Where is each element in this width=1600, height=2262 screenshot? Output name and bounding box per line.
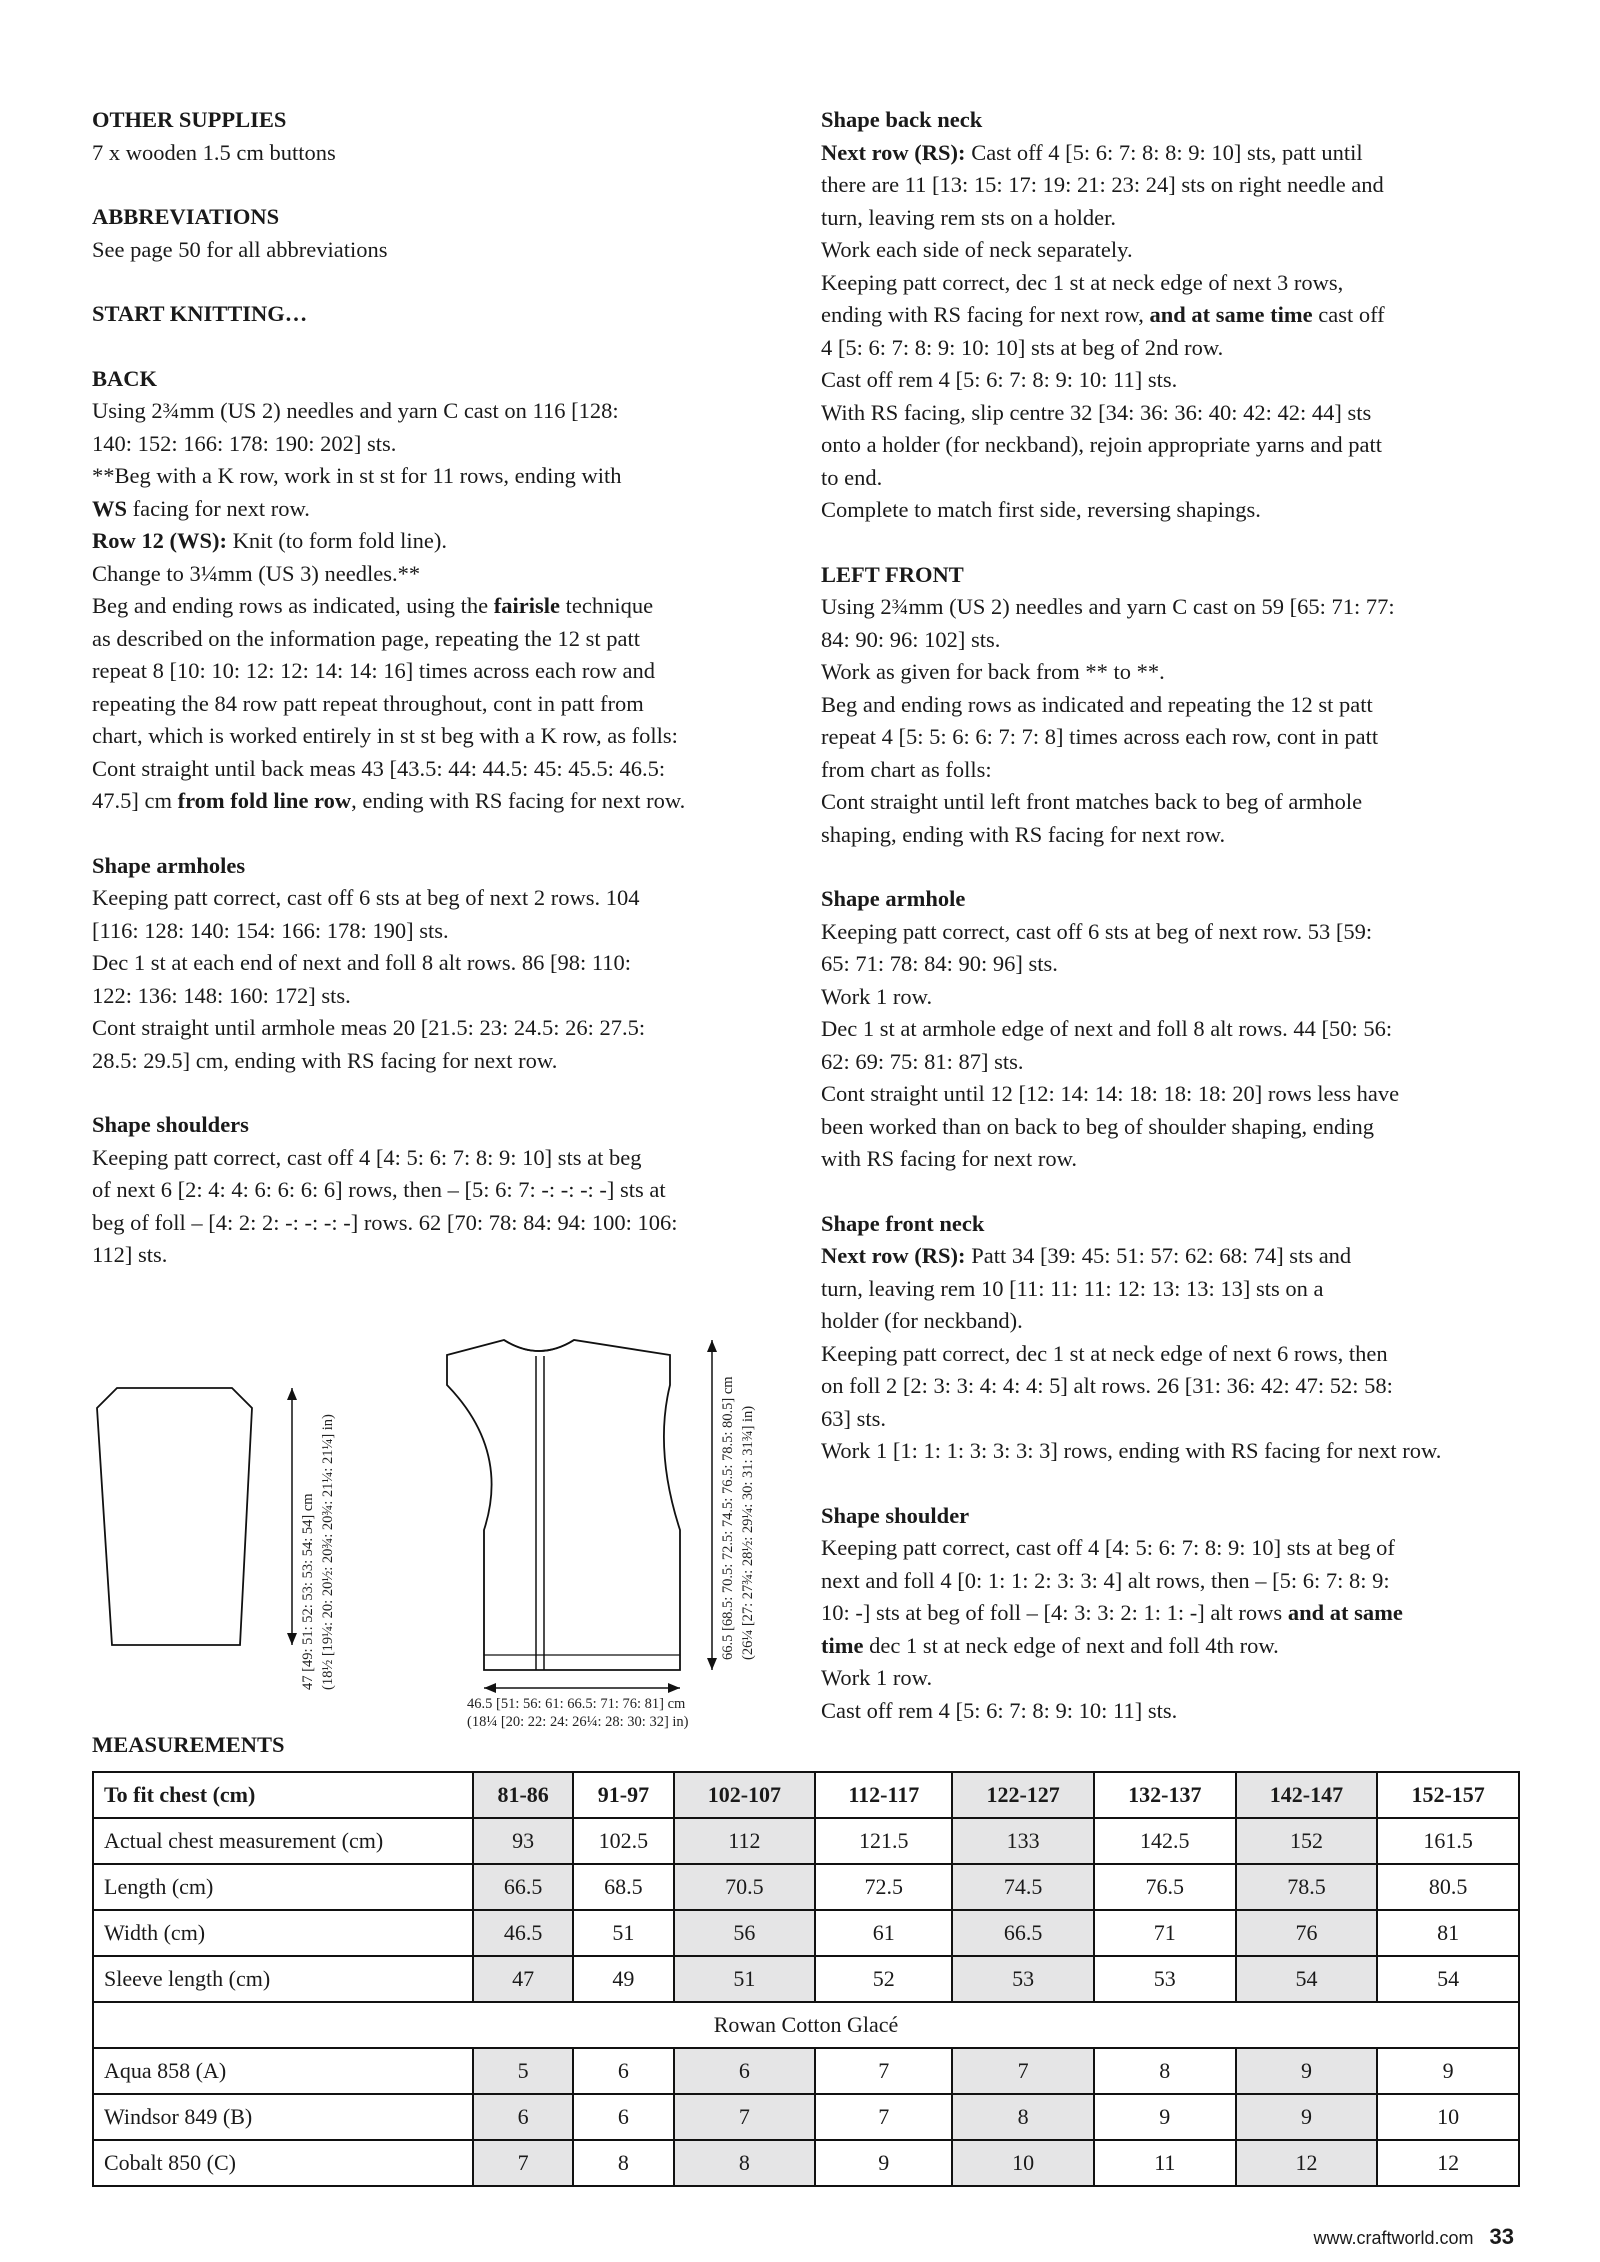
bold-text: Next row (RS): [821,139,966,165]
row-label: To fit chest (cm) [93,1772,473,1818]
section-heading: Shape armholes [92,852,246,878]
text-run: 10: -] sts at beg of foll – [4: 3: 3: 2: 1: 1: -] alt rows [821,1600,1288,1625]
body-width-cm: 46.5 [51: 56: 61: 66.5: 71: 76: 81] cm [467,1696,686,1712]
text-line [821,1662,1521,1695]
garment-diagrams [92,1300,772,1730]
table-cell: 133 [952,1818,1094,1864]
text-run: 112] sts. [92,1242,168,1267]
footer-url: www.craftworld.com [1313,2228,1474,2248]
text-line [821,332,1521,365]
text-run: with RS facing for next row. [821,1146,1077,1171]
section [92,201,752,266]
text-run: beg of foll – [4: 2: 2: -: -: -: -] rows. 62 [70: 78: 84: 94: 100: 106: [92,1209,678,1235]
measurements-table [92,1771,1520,2187]
section [92,363,752,818]
table-cell: 161.5 [1377,1818,1519,1864]
table-cell: 6 [573,2094,673,2140]
table-cell: 6 [473,2094,573,2140]
text-run: Keeping patt correct, dec 1 st at neck edge of next 6 rows, then [821,1340,1388,1366]
section-heading: Shape front neck [821,1210,985,1236]
text-run: Beg and ending rows as indicated, using the [92,593,494,618]
row-label: Actual chest measurement (cm) [93,1818,473,1864]
text-run: Using 2¾mm (US 2) needles and yarn C cast on 59 [65: 71: 77: [821,594,1395,619]
text-run: 7 x wooden 1.5 cm buttons [92,139,336,165]
text-run: to end. [821,464,883,490]
table-cell: 6 [674,2048,816,2094]
text-run: Keeping patt correct, cast off 6 sts at beg of next row. 53 [59: [821,918,1373,944]
table-cell: 112 [674,1818,816,1864]
text-run: Complete to match first side, reversing shapings. [821,497,1261,522]
body-width-in: (18¼ [20: 22: 24: 26¼: 28: 30: 32] in) [467,1714,689,1730]
table-cell: 53 [952,1956,1094,2002]
table-cell: 70.5 [674,1864,816,1910]
text-line [821,1111,1521,1144]
text-line [92,395,752,428]
text-line [92,1239,752,1272]
table-cell: 9 [815,2140,952,2186]
table-cell: 8 [674,2140,816,2186]
text-run: as described on the information page, repeating the 12 st patt [92,625,640,651]
text-line [821,429,1521,462]
text-run: Keeping patt correct, cast off 6 sts at beg of next 2 rows. 104 [92,885,640,910]
text-line [92,1207,752,1240]
text-run: Cont straight until 12 [12: 14: 14: 18: 18: 18: 20] rows less have [821,1081,1400,1106]
section [821,883,1521,1176]
table-cell: 78.5 [1236,1864,1378,1910]
left-column [92,104,752,1304]
section-heading: Shape back neck [821,107,983,132]
right-column [821,104,1521,1759]
table-cell: 5 [473,2048,573,2094]
table-cell: 93 [473,1818,573,1864]
table-cell: 142-147 [1236,1772,1378,1818]
text-line [821,397,1521,430]
row-label: Sleeve length (cm) [93,1956,473,2002]
sleeve-dim-in: (18½ [19¼: 20: 20½: 20¾: 20¾: 21¼: 21¼] in) [320,1414,336,1690]
text-line [821,1013,1521,1046]
table-cell: 51 [674,1956,816,2002]
table-cell: 54 [1236,1956,1378,2002]
text-line [92,590,752,623]
row-label: Length (cm) [93,1864,473,1910]
text-line [92,525,752,558]
table-cell: 7 [473,2140,573,2186]
table-cell: 71 [1094,1910,1236,1956]
table-cell: 76 [1236,1910,1378,1956]
text-line [92,460,752,493]
text-line [92,493,752,526]
table-row [93,1818,1519,1864]
table-cell: 9 [1094,2094,1236,2140]
text-run: With RS facing, slip centre 32 [34: 36: 36: 40: 42: 42: 44] sts [821,399,1372,425]
page-footer [1313,2224,1514,2250]
row-label: Aqua 858 (A) [93,2048,473,2094]
text-run: repeat 4 [5: 5: 6: 6: 7: 7: 8] times across each row, cont in patt [821,724,1379,749]
text-line [92,720,752,753]
table-cell: 122-127 [952,1772,1094,1818]
table-row [93,2048,1519,2094]
table-cell: 11 [1094,2140,1236,2186]
table-cell: 76.5 [1094,1864,1236,1910]
text-run: there are 11 [13: 15: 17: 19: 21: 23: 24] sts on right needle and [821,172,1384,197]
text-line [821,656,1521,689]
text-line [821,234,1521,267]
table-cell: 61 [815,1910,952,1956]
body-schematic [447,1340,680,1670]
text-line [821,1370,1521,1403]
text-run: next and foll 4 [0: 1: 1: 2: 3: 3: 4] alt rows, then – [5: 6: 7: 8: 9: [821,1567,1390,1593]
bold-text: from fold line row [177,788,352,813]
text-run: technique [560,593,654,618]
text-run: been worked than on back to beg of shoulder shaping, ending [821,1113,1374,1139]
text-line [821,1240,1521,1273]
text-line [821,267,1521,300]
bold-text: and at same [1287,1600,1403,1625]
section-heading: OTHER SUPPLIES [92,107,287,132]
text-run: ending with RS facing for next row, [821,302,1150,327]
text-line [92,882,752,915]
table-row [93,1956,1519,2002]
text-run: holder (for neckband). [821,1308,1023,1333]
row-label: Cobalt 850 (C) [93,2140,473,2186]
table-cell: 121.5 [815,1818,952,1864]
table-cell: 9 [1236,2048,1378,2094]
text-run: Change to 3¼mm (US 3) needles.** [92,560,421,586]
row-label: Windsor 849 (B) [93,2094,473,2140]
text-run: 63] sts. [821,1405,887,1431]
table-cell: 7 [952,2048,1094,2094]
section [821,104,1521,527]
text-line [821,462,1521,495]
section-heading: LEFT FRONT [821,561,964,587]
section-heading: BACK [92,365,158,391]
table-cell: 132-137 [1094,1772,1236,1818]
table-cell: 152-157 [1377,1772,1519,1818]
text-line [821,364,1521,397]
text-line [821,1046,1521,1079]
text-run: onto a holder (for neckband), rejoin appropriate yarns and patt [821,432,1383,457]
section [821,1208,1521,1468]
text-run: Cast off rem 4 [5: 6: 7: 8: 9: 10: 11] sts. [821,1697,1178,1723]
text-run: 122: 136: 148: 160: 172] sts. [92,982,351,1008]
table-row [93,1864,1519,1910]
table-cell: 12 [1236,2140,1378,2186]
text-run: Keeping patt correct, dec 1 st at neck edge of next 3 rows, [821,269,1344,295]
text-run: See page 50 for all abbreviations [92,236,388,262]
table-cell: 81 [1377,1910,1519,1956]
text-line [821,754,1521,787]
text-line [821,591,1521,624]
table-cell: 10 [1377,2094,1519,2140]
text-run: Work as given for back from ** to **. [821,659,1165,684]
table-cell: 6 [573,2048,673,2094]
text-run: Work 1 row. [821,983,933,1009]
text-line [92,1174,752,1207]
section-heading: Shape armhole [821,886,966,911]
text-line [821,1273,1521,1306]
text-line [92,980,752,1013]
text-run: of next 6 [2: 4: 4: 6: 6: 6: 6] rows, then – [5: 6: 7: -: -: -: -] sts at [92,1177,666,1202]
text-run: Cast off 4 [5: 6: 7: 8: 8: 9: 10] sts, patt until [965,139,1363,165]
text-line [821,1695,1521,1728]
section [92,104,752,169]
text-line [92,655,752,688]
text-line [821,137,1521,170]
text-run: Beg and ending rows as indicated and repeating the 12 st patt [821,691,1373,717]
section-heading: ABBREVIATIONS [92,204,280,229]
text-line [821,1532,1521,1565]
table-cell: 53 [1094,1956,1236,2002]
table-cell: 49 [573,1956,673,2002]
table-cell: 56 [674,1910,816,1956]
text-run: 65: 71: 78: 84: 90: 96] sts. [821,951,1058,976]
text-line [92,947,752,980]
schematic-svg [92,1300,772,1730]
text-line [821,1338,1521,1371]
text-line [92,558,752,591]
body-height-in: (26¼ [27: 27¾: 28½: 29¼: 30: 31: 31¾] in) [740,1405,756,1660]
text-run: turn, leaving rem 10 [11: 11: 11: 12: 13: 13: 13] sts on a [821,1275,1324,1301]
table-row [93,2140,1519,2186]
table-cell: 52 [815,1956,952,2002]
bold-text: Row 12 (WS): [92,528,227,553]
table-row [93,2002,1519,2048]
text-run: 47.5] cm [92,788,178,813]
text-line [821,1143,1521,1176]
bold-text: WS [92,495,128,521]
text-run: 4 [5: 6: 7: 8: 9: 10: 10] sts at beg of 2nd row. [821,334,1224,360]
table-cell: 72.5 [815,1864,952,1910]
table-cell: 74.5 [952,1864,1094,1910]
text-line [92,1045,752,1078]
table-cell: 47 [473,1956,573,2002]
text-line [821,1565,1521,1598]
measurements-title: MEASUREMENTS [92,1732,285,1757]
text-run: Cont straight until back meas 43 [43.5: 44: 44.5: 45: 45.5: 46.5: [92,755,666,781]
row-label: Width (cm) [93,1910,473,1956]
text-line [821,1630,1521,1663]
text-run: Keeping patt correct, cast off 4 [4: 5: 6: 7: 8: 9: 10] sts at beg [92,1144,642,1170]
text-line [821,948,1521,981]
table-cell: 66.5 [952,1910,1094,1956]
table-row [93,1910,1519,1956]
section-heading: Shape shoulder [821,1502,970,1528]
text-line [821,721,1521,754]
table-cell: 12 [1377,2140,1519,2186]
table-cell: 10 [952,2140,1094,2186]
table-cell: 46.5 [473,1910,573,1956]
section [821,559,1521,852]
table-cell: 9 [1236,2094,1378,2140]
section [92,1109,752,1272]
text-run: Work 1 [1: 1: 1: 3: 3: 3: 3] rows, ending with RS facing for next row. [821,1438,1442,1463]
text-run: repeat 8 [10: 10: 12: 12: 14: 14: 16] times across each row and [92,658,655,683]
text-line [821,1597,1521,1630]
text-run: chart, which is worked entirely in st st beg with a K row, as folls: [92,723,678,748]
text-line [821,299,1521,332]
text-line [92,688,752,721]
text-run: facing for next row. [127,495,310,521]
table-cell: 7 [815,2094,952,2140]
table-cell: 54 [1377,1956,1519,2002]
table-cell: 91-97 [573,1772,673,1818]
text-run: from chart as folls: [821,756,992,782]
text-line [92,1142,752,1175]
text-line [821,689,1521,722]
text-line [92,428,752,461]
text-run: Keeping patt correct, cast off 4 [4: 5: 6: 7: 8: 9: 10] sts at beg of [821,1535,1395,1560]
sleeve-dim-cm: 47 [49: 51: 52: 53: 53: 54: 54] cm [300,1493,316,1690]
text-line [821,1435,1521,1468]
table-row [93,2094,1519,2140]
text-line [821,981,1521,1014]
text-run: repeating the 84 row patt repeat throughout, cont in patt from [92,690,644,716]
text-line [821,624,1521,657]
table-cell: 80.5 [1377,1864,1519,1910]
table-row [93,1772,1519,1818]
text-line [92,623,752,656]
text-line [821,169,1521,202]
text-run: Dec 1 st at armhole edge of next and foll 8 alt rows. 44 [50: 56: [821,1016,1393,1041]
table-cell: 66.5 [473,1864,573,1910]
text-line [821,1403,1521,1436]
text-line [92,234,752,267]
text-run: **Beg with a K row, work in st st for 11 rows, ending with [92,463,622,488]
text-line [92,915,752,948]
text-run: cast off [1312,302,1385,327]
table-cell: 102.5 [573,1818,673,1864]
bold-text: Next row (RS): [821,1243,966,1268]
text-line [821,1305,1521,1338]
table-cell: 7 [815,2048,952,2094]
table-cell: 8 [952,2094,1094,2140]
text-run: 140: 152: 166: 178: 190: 202] sts. [92,430,397,456]
text-run: on foll 2 [2: 3: 3: 4: 4: 4: 5] alt rows. 26 [31: 36: 42: 47: 52: 58: [821,1373,1393,1398]
bold-text: fairisle [493,593,561,618]
text-run: Cont straight until armhole meas 20 [21.5: 23: 24.5: 26: 27.5: [92,1015,646,1040]
text-line [821,494,1521,527]
text-line [92,137,752,170]
text-run: Cast off rem 4 [5: 6: 7: 8: 9: 10: 11] sts. [821,367,1178,392]
text-line [92,1012,752,1045]
page-number: 33 [1489,2224,1514,2249]
text-run: Dec 1 st at each end of next and foll 8 alt rows. 86 [98: 110: [92,950,632,975]
section-heading: Shape shoulders [92,1112,249,1137]
text-run: Using 2¾mm (US 2) needles and yarn C cast on 116 [128: [92,398,619,423]
text-run: Knit (to form fold line). [227,528,447,553]
text-run: Cont straight until left front matches back to beg of armhole [821,789,1363,814]
section [821,1500,1521,1728]
text-line [821,786,1521,819]
table-cell: 68.5 [573,1864,673,1910]
text-line [92,785,752,818]
text-line [821,1078,1521,1111]
bold-text: time [821,1632,864,1658]
table-cell: 8 [573,2140,673,2186]
text-run: Work 1 row. [821,1665,933,1690]
table-cell: 81-86 [473,1772,573,1818]
text-line [821,819,1521,852]
table-cell: 51 [573,1910,673,1956]
table-cell: 102-107 [674,1772,816,1818]
bold-text: and at same time [1149,302,1313,327]
table-cell: 152 [1236,1818,1378,1864]
table-cell: 142.5 [1094,1818,1236,1864]
sleeve-schematic [97,1388,252,1645]
text-run: turn, leaving rem sts on a holder. [821,204,1116,230]
text-line [821,916,1521,949]
text-line [92,753,752,786]
text-run: 84: 90: 96: 102] sts. [821,626,1001,652]
text-run: shaping, ending with RS facing for next row. [821,821,1226,847]
section-heading: START KNITTING… [92,301,308,326]
text-run: Work each side of neck separately. [821,237,1133,262]
text-line [821,202,1521,235]
table-cell: 8 [1094,2048,1236,2094]
text-run: Patt 34 [39: 45: 51: 57: 62: 68: 74] sts and [965,1243,1352,1268]
section [92,298,752,331]
table-cell: 9 [1377,2048,1519,2094]
text-run: 28.5: 29.5] cm, ending with RS facing for next row. [92,1047,558,1073]
body-height-cm: 66.5 [68.5: 70.5: 72.5: 74.5: 76.5: 78.5: 80.5] cm [720,1376,736,1660]
table-cell: 7 [674,2094,816,2140]
yarn-heading: Rowan Cotton Glacé [93,2002,1519,2048]
text-run: 62: 69: 75: 81: 87] sts. [821,1048,1024,1074]
text-run: , ending with RS facing for next row. [351,788,686,813]
table-cell: 112-117 [815,1772,952,1818]
text-run: dec 1 st at neck edge of next and foll 4th row. [863,1632,1279,1658]
section [92,850,752,1078]
text-run: [116: 128: 140: 154: 166: 178: 190] sts. [92,917,449,943]
